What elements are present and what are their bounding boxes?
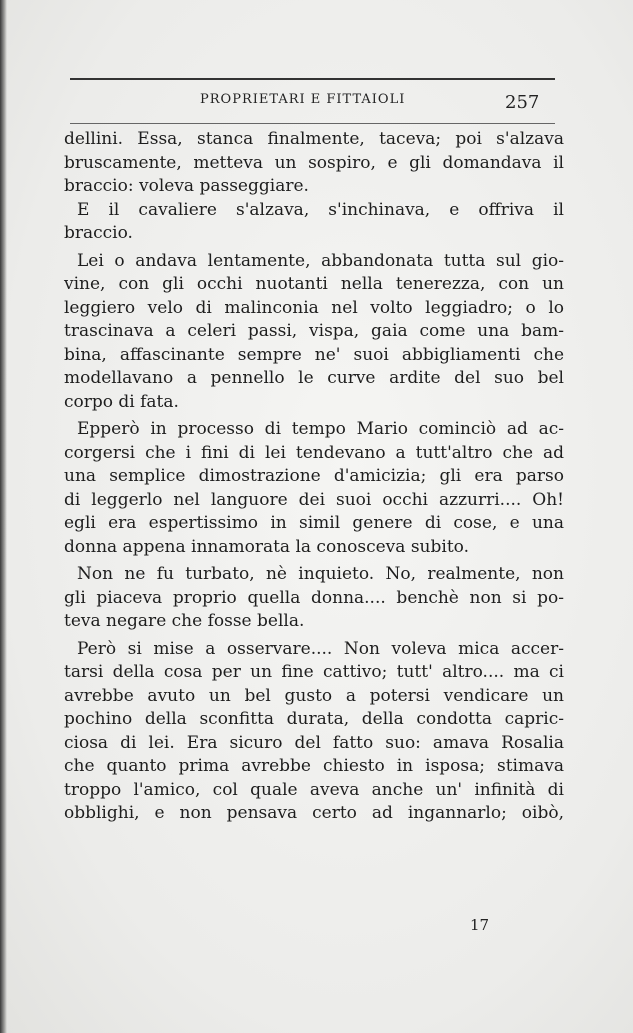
header-rule-top: [70, 78, 555, 80]
text-line: Lei o andava lentamente, abbandonata tutta sul gio-: [77, 250, 564, 271]
text-line: che quanto prima avrebbe chiesto in isposa; stimava: [64, 756, 564, 776]
text-line: di leggerlo nel languore dei suoi occhi azzurri.... Oh!: [64, 489, 564, 510]
body-text: [64, 128, 564, 826]
text-line: bina, affascinante sempre ne' suoi abbigliamenti che: [64, 344, 564, 365]
text-line: avrebbe avuto un bel gusto a potersi vendicare un: [64, 685, 564, 706]
text-line: corpo di fata.: [64, 391, 179, 412]
text-line: ciosa di lei. Era sicuro del fatto suo: amava Rosalia: [64, 732, 564, 753]
signature-mark: 17: [470, 916, 490, 934]
text-line: Però si mise a osservare.... Non voleva mica accer-: [77, 638, 564, 659]
text-line: vine, con gli occhi nuotanti nella tenerezza, con un: [64, 274, 564, 294]
text-line: dellini. Essa, stanca finalmente, taceva; poi s'alzava: [64, 129, 564, 149]
page-spine-edge: [0, 0, 7, 1033]
header-rule-bottom: [70, 123, 555, 124]
text-line: pochino della sconfitta durata, della condotta capric-: [64, 709, 564, 729]
text-line: gli piaceva proprio quella donna.... benchè non si po-: [64, 587, 564, 608]
running-title: PROPRIETARI E FITTAIOLI: [200, 92, 406, 107]
text-line: braccio.: [64, 223, 133, 243]
text-line: corgersi che i fini di lei tendevano a tutt'altro che ad: [64, 442, 564, 463]
text-line: leggiero velo di malinconia nel volto leggiadro; o lo: [64, 297, 564, 318]
text-line: Non ne fu turbato, nè inquieto. No, realmente, non: [77, 564, 564, 584]
text-line: tarsi della cosa per un fine cattivo; tutt' altro.... ma ci: [64, 662, 564, 682]
text-line: trascinava a celeri passi, vispa, gaia come una bam-: [64, 321, 564, 341]
page-number: 257: [505, 92, 540, 113]
text-line: E il cavaliere s'alzava, s'inchinava, e offriva il: [77, 199, 564, 220]
text-line: egli era espertissimo in simil genere di cose, e una: [64, 513, 564, 533]
text-line: donna appena innamorata la conosceva subito.: [64, 536, 469, 557]
text-line: braccio: voleva passeggiare.: [64, 176, 309, 196]
text-line: Epperò in processo di tempo Mario cominciò ad ac-: [77, 419, 564, 439]
text-line: una semplice dimostrazione d'amicizia; gli era parso: [64, 466, 564, 486]
text-line: troppo l'amico, col quale aveva anche un' infinità di: [64, 779, 564, 800]
text-line: teva negare che fosse bella.: [64, 611, 305, 631]
text-line: modellavano a pennello le curve ardite del suo bel: [64, 368, 564, 388]
text-line: bruscamente, metteva un sospiro, e gli domandava il: [64, 152, 564, 173]
text-line: obblighi, e non pensava certo ad ingannarlo; oibò,: [64, 803, 564, 823]
